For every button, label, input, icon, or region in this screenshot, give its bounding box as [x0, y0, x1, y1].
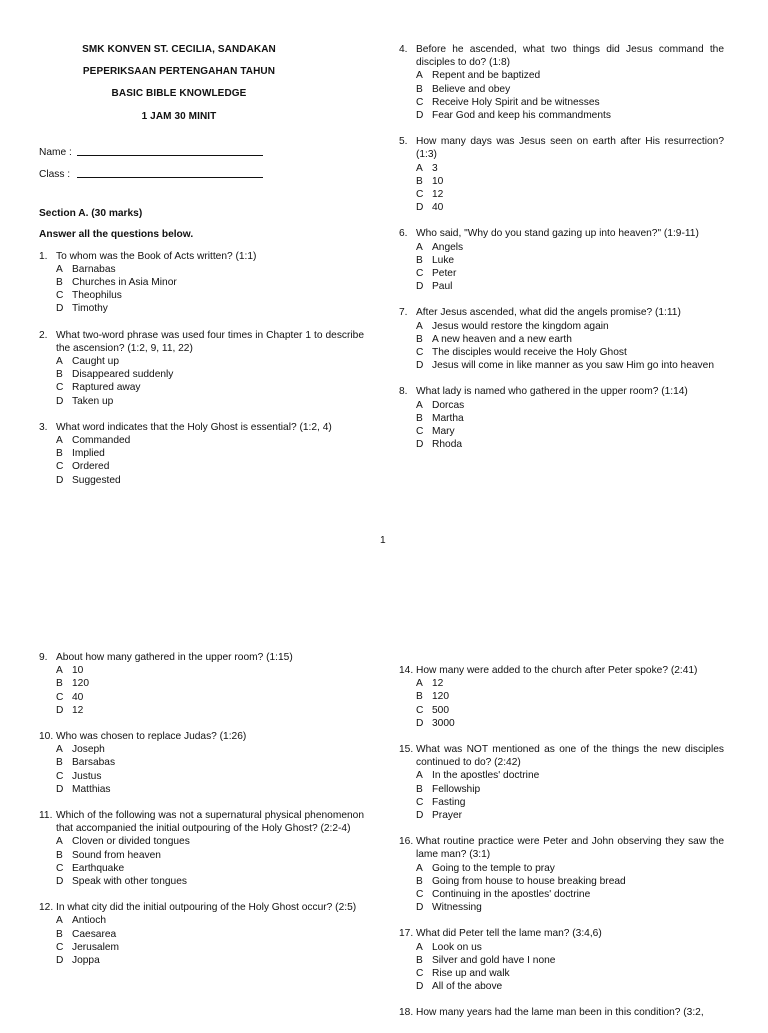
question [39, 250, 364, 316]
option-text: Martha [432, 412, 464, 424]
option-letter: B [416, 83, 423, 95]
option-text: Matthias [72, 783, 111, 795]
option-text: Jesus will come in like manner as you saw Him go into heaven [432, 360, 714, 372]
option-text: Sound from heaven [72, 849, 161, 861]
option-letter: B [416, 954, 423, 966]
option-text: Believe and obey [432, 83, 511, 95]
question [399, 743, 724, 822]
option-text: Ordered [72, 461, 110, 473]
class-blank[interactable] [77, 167, 263, 178]
question-number: 2. [39, 329, 48, 341]
option-letter: D [416, 202, 424, 214]
question [399, 835, 724, 914]
question-number: 14. [399, 665, 414, 676]
question [39, 730, 364, 796]
option-letter: B [416, 783, 423, 795]
option-letter: D [56, 955, 64, 967]
question-number: 7. [399, 307, 408, 319]
option-letter: A [416, 399, 423, 411]
option-letter: B [56, 448, 63, 460]
option-text: Witnessing [432, 902, 482, 914]
option-letter: B [56, 757, 63, 769]
option-letter: A [56, 665, 63, 677]
option-letter: A [416, 941, 423, 953]
option-text: 500 [432, 704, 449, 716]
question-number: 9. [39, 652, 48, 663]
option-letter: B [56, 678, 63, 690]
option-letter: A [416, 678, 423, 690]
option-text: 120 [72, 678, 89, 690]
option-text: Jerusalem [72, 941, 119, 953]
option-letter: C [56, 691, 64, 703]
question [39, 901, 364, 967]
option-text: Disappeared suddenly [72, 369, 174, 381]
option-text: Dorcas [432, 399, 465, 411]
option-text: Joseph [72, 744, 105, 756]
option-letter: A [416, 162, 423, 174]
option-text: Look on us [432, 941, 482, 953]
question-text: Who said, "Why do you stand gazing up into heaven?" (1:9-11) [416, 228, 699, 240]
question-number: 17. [399, 928, 414, 940]
option-letter: B [416, 333, 423, 345]
option-text: Fasting [432, 796, 466, 808]
option-text: Going from house to house breaking bread [432, 875, 626, 887]
question-text: What routine practice were Peter and John observing they saw the lame man? (3:1) [416, 836, 724, 861]
question-text: How many years had the lame man been in this condition? (3:2, [416, 1007, 704, 1019]
option-letter: D [416, 360, 424, 372]
option-text: Timothy [72, 303, 108, 315]
question [39, 651, 364, 717]
option-letter: D [56, 303, 64, 315]
option-letter: A [416, 70, 423, 82]
option-letter: C [416, 268, 424, 280]
option-text: Antioch [72, 915, 106, 927]
question-number: 5. [399, 136, 408, 148]
question [399, 135, 724, 214]
option-letter: B [416, 412, 423, 424]
option-letter: A [416, 320, 423, 332]
option-text: Silver and gold have I none [432, 954, 556, 966]
option-text: Fear God and keep his commandments [432, 110, 611, 122]
option-text: 40 [72, 691, 84, 703]
option-letter: A [56, 435, 63, 447]
option-text: Angels [432, 241, 464, 253]
question [399, 664, 724, 730]
question-text: Which of the following was not a supernatural physical phenomenon that accompanied the initial outpouring of the Holy Ghost? (2:2-4) [56, 810, 364, 835]
option-letter: C [416, 889, 424, 901]
school-name: SMK KONVEN ST. CECILIA, SANDAKAN [82, 44, 276, 55]
option-letter: C [56, 941, 64, 953]
option-letter: C [56, 862, 64, 874]
option-text: Luke [432, 254, 455, 266]
option-letter: C [416, 968, 424, 980]
option-letter: A [416, 241, 423, 253]
name-blank[interactable] [77, 145, 263, 156]
question-text: What lady is named who gathered in the upper room? (1:14) [416, 386, 688, 398]
option-text: 120 [432, 691, 449, 703]
option-letter: A [56, 356, 63, 368]
question-text: How many were added to the church after Peter spoke? (2:41) [416, 665, 698, 676]
option-letter: C [56, 770, 64, 782]
option-text: Caught up [72, 356, 120, 368]
question-number: 6. [399, 228, 408, 240]
option-letter: B [56, 849, 63, 861]
option-letter: C [416, 189, 424, 201]
option-letter: A [56, 263, 63, 275]
option-letter: D [416, 981, 424, 993]
option-text: Prayer [432, 810, 463, 822]
option-text: Repent and be baptized [432, 70, 541, 82]
option-letter: D [416, 439, 424, 451]
option-letter: D [56, 876, 64, 888]
question-number: 11. [39, 810, 53, 822]
option-text: Jesus would restore the kingdom again [432, 320, 609, 332]
option-letter: A [416, 862, 423, 874]
option-text: Cloven or divided tongues [72, 836, 190, 848]
question [39, 421, 364, 487]
option-text: Continuing in the apostles' doctrine [432, 889, 591, 901]
option-letter: B [56, 369, 63, 381]
question-text: Before he ascended, what two things did Jesus command the disciples to do? (1:8) [416, 44, 724, 69]
option-letter: A [56, 744, 63, 756]
option-text: Joppa [72, 955, 100, 967]
option-text: Paul [432, 281, 453, 293]
page1-left-column [39, 43, 364, 500]
question [399, 43, 724, 122]
question-text: How many days was Jesus seen on earth after His resurrection? (1:3) [416, 136, 724, 161]
name-field [39, 145, 364, 159]
option-text: All of the above [432, 981, 503, 993]
class-field [39, 167, 364, 181]
option-letter: C [56, 461, 64, 473]
option-text: Peter [432, 268, 457, 280]
question-text: To whom was the Book of Acts written? (1:1) [56, 250, 257, 262]
question-text: What was NOT mentioned as one of the things the new disciples continued to do? (2:42) [416, 744, 724, 769]
section-instruction: Answer all the questions below. [39, 229, 194, 241]
question-number: 18. [399, 1007, 414, 1019]
question-text: What did Peter tell the lame man? (3:4,6) [416, 928, 602, 940]
option-letter: D [416, 110, 424, 122]
option-text: Theophilus [72, 290, 122, 302]
option-text: 3000 [432, 717, 455, 729]
option-text: Justus [72, 770, 102, 782]
option-letter: B [416, 254, 423, 266]
option-letter: C [416, 704, 424, 716]
option-letter: C [416, 796, 424, 808]
option-text: Implied [72, 448, 105, 460]
option-text: Taken up [72, 395, 114, 407]
exam-title: PEPERIKSAAN PERTENGAHAN TAHUN [82, 66, 276, 78]
question [39, 329, 364, 408]
option-text: Speak with other tongues [72, 876, 187, 888]
option-letter: C [56, 290, 64, 302]
section-title: Section A. (30 marks) [39, 208, 143, 220]
option-letter: D [56, 783, 64, 795]
question [399, 306, 724, 372]
question-number: 1. [39, 250, 48, 262]
option-text: Going to the temple to pray [432, 862, 555, 874]
option-text: Barnabas [72, 263, 116, 275]
option-letter: D [416, 810, 424, 822]
page2-right-column [399, 664, 724, 1033]
option-text: Earthquake [72, 862, 125, 874]
page2-left-column [39, 651, 364, 980]
option-letter: D [416, 717, 424, 729]
question-number: 15. [399, 744, 414, 756]
option-letter: D [56, 704, 64, 716]
option-text: 40 [432, 202, 444, 214]
question-number: 4. [399, 44, 408, 55]
option-text: Caesarea [72, 928, 117, 940]
option-text: Raptured away [72, 382, 141, 394]
question-number: 12. [39, 902, 54, 914]
option-letter: C [56, 382, 64, 394]
subject-title: BASIC BIBLE KNOWLEDGE [111, 88, 247, 100]
option-text: Rise up and walk [432, 968, 510, 980]
question [399, 227, 724, 293]
option-letter: B [56, 928, 63, 940]
option-text: In the apostles' doctrine [432, 770, 540, 782]
option-letter: D [416, 281, 424, 293]
page1-right-column [399, 43, 724, 464]
option-text: 12 [432, 678, 444, 690]
option-letter: A [56, 915, 63, 927]
option-letter: C [416, 347, 424, 359]
question-text: What word indicates that the Holy Ghost is essential? (1:2, 4) [56, 421, 332, 433]
option-text: Rhoda [432, 439, 463, 451]
option-letter: B [416, 691, 423, 703]
option-text: 3 [432, 162, 438, 174]
class-label: Class : [39, 169, 71, 181]
option-letter: B [416, 875, 423, 887]
question-text: About how many gathered in the upper room? (1:15) [56, 652, 293, 663]
option-text: Fellowship [432, 783, 481, 795]
question-text: Who was chosen to replace Judas? (1:26) [56, 731, 247, 743]
question [39, 809, 364, 888]
question-number: 10. [39, 731, 54, 743]
page-number: 1 [380, 535, 386, 546]
exam-duration: 1 JAM 30 MINIT [141, 110, 217, 122]
option-letter: A [416, 770, 423, 782]
question [399, 927, 724, 993]
option-text: 10 [72, 665, 84, 677]
option-letter: D [416, 902, 424, 914]
option-text: Barsabas [72, 757, 116, 769]
option-text: Suggested [72, 474, 121, 486]
question-text: In what city did the initial outpouring of the Holy Ghost occur? (2:5) [56, 902, 357, 914]
question-text: After Jesus ascended, what did the angels promise? (1:11) [416, 307, 681, 319]
question-number: 8. [399, 386, 408, 398]
name-label: Name : [39, 146, 72, 158]
option-letter: A [56, 836, 63, 848]
option-letter: C [416, 426, 424, 438]
option-letter: C [416, 96, 424, 108]
question [399, 1006, 724, 1019]
option-text: Mary [432, 426, 455, 438]
question [399, 385, 724, 451]
option-text: Receive Holy Spirit and be witnesses [432, 96, 600, 108]
option-letter: D [56, 395, 64, 407]
option-text: 12 [72, 704, 84, 716]
question-number: 3. [39, 421, 48, 433]
option-text: 10 [432, 175, 444, 187]
option-text: Commanded [72, 435, 131, 447]
option-letter: B [56, 277, 63, 289]
option-text: The disciples would receive the Holy Ghost [432, 347, 627, 359]
option-text: Churches in Asia Minor [72, 277, 177, 289]
option-letter: B [416, 175, 423, 187]
question-text: What two-word phrase was used four times in Chapter 1 to describe the ascension? (1:2, 9, 11, 22) [56, 329, 364, 354]
question-number: 16. [399, 836, 414, 848]
option-letter: D [56, 474, 64, 486]
option-text: 12 [432, 189, 444, 201]
option-text: A new heaven and a new earth [432, 333, 572, 345]
